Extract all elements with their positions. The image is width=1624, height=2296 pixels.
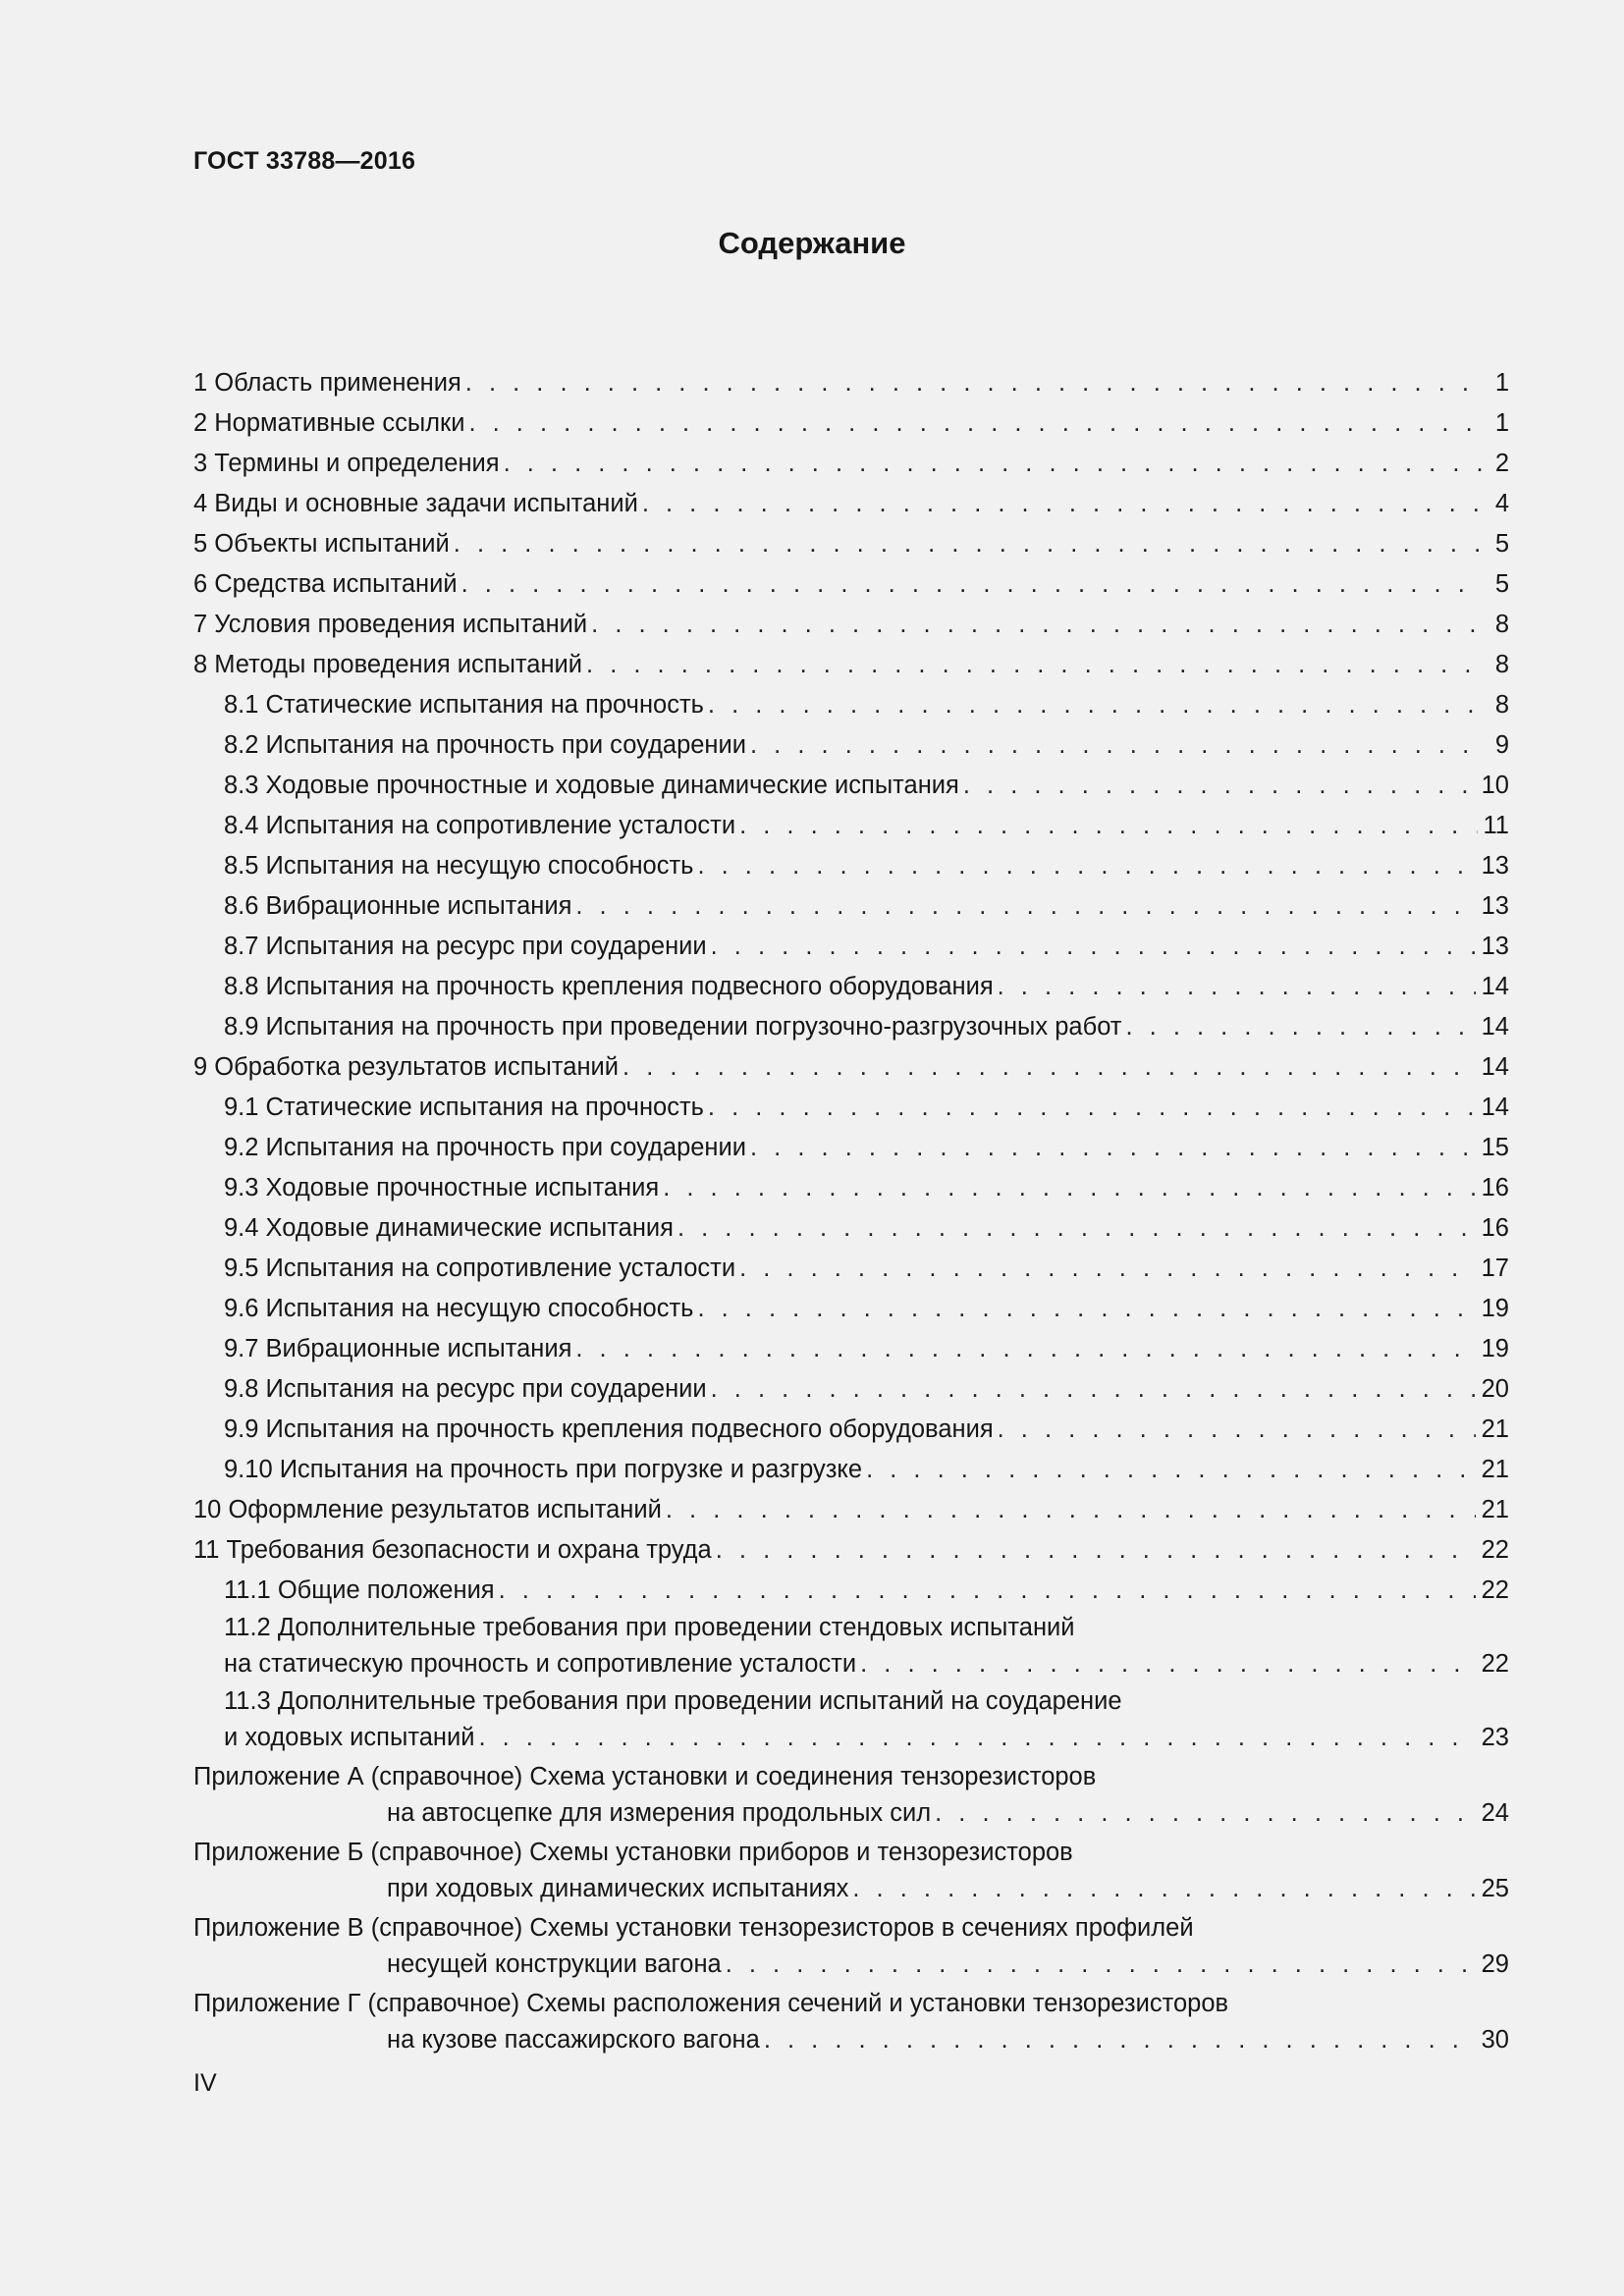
toc-entry-page: 21 (1481, 1496, 1509, 1523)
toc-entry[interactable] (193, 1329, 1509, 1369)
appendix-title-line1: Приложение В (справочное) Схемы установки тензорезисторов в сечениях профилей (193, 1914, 1194, 1942)
toc-entry[interactable] (193, 444, 1509, 484)
toc-entry-page: 23 (1481, 1724, 1509, 1751)
toc-entry-page: 5 (1494, 570, 1509, 598)
toc-entry-page: 14 (1481, 1013, 1509, 1041)
toc-leader-dots (935, 1793, 1475, 1834)
toc-entry-text: 9.4 Ходовые динамические испытания (224, 1214, 674, 1242)
toc-entry[interactable] (193, 927, 1509, 967)
toc-entry-text: 9.10 Испытания на прочность при погрузке и разгрузке (224, 1456, 863, 1483)
toc-entry-multiline[interactable] (193, 1611, 1509, 1684)
toc-entry-text-line1: 11.2 Дополнительные требования при проведении стендовых испытаний (224, 1614, 1075, 1641)
toc-entry-text: 8.1 Статические испытания на прочность (224, 691, 704, 719)
toc-leader-dots (708, 685, 1482, 725)
toc-leader-dots (708, 1088, 1476, 1128)
toc-entry-page: 13 (1481, 933, 1509, 960)
toc-leader-dots (852, 1869, 1475, 1909)
toc-entry-text: 8.4 Испытания на сопротивление усталости (224, 812, 736, 839)
toc-entry-text: 8.2 Испытания на прочность при соударении (224, 731, 747, 759)
toc-leader-dots (739, 1249, 1476, 1289)
toc-entry[interactable] (193, 806, 1509, 846)
toc-entry-page: 8 (1494, 691, 1509, 719)
toc-entry[interactable] (193, 1571, 1509, 1611)
toc-leader-dots (963, 766, 1476, 806)
toc-leader-dots (468, 403, 1482, 444)
toc-leader-dots (663, 1168, 1475, 1208)
toc-entry-text-line2: и ходовых испытаний (224, 1724, 475, 1751)
toc-leader-dots (642, 484, 1482, 524)
toc-entry-text: 3 Термины и определения (193, 450, 500, 477)
toc-entry[interactable] (193, 1249, 1509, 1289)
toc-leader-dots (860, 1644, 1476, 1684)
toc-leader-dots (711, 1369, 1476, 1410)
toc-entry[interactable] (193, 1047, 1509, 1088)
toc-entry-page: 29 (1481, 1950, 1509, 1978)
page-title: Содержание (718, 226, 906, 260)
toc-entry[interactable] (193, 1168, 1509, 1208)
toc-leader-dots (666, 1490, 1476, 1530)
toc-entry-text: 9.6 Испытания на несущую способность (224, 1295, 694, 1322)
toc-entry[interactable] (193, 1530, 1509, 1571)
toc-entry[interactable] (193, 605, 1509, 645)
toc-leader-dots (623, 1047, 1476, 1088)
toc-entry-text-line2: на статическую прочность и сопротивление усталости (224, 1650, 857, 1678)
toc-entry-text: 2 Нормативные ссылки (193, 409, 465, 437)
table-of-contents (193, 363, 1509, 2060)
toc-entry-text: 8.5 Испытания на несущую способность (224, 852, 694, 880)
toc-entry-page: 1 (1494, 409, 1509, 437)
toc-leader-dots (866, 1450, 1476, 1490)
toc-entry-text: 9.2 Испытания на прочность при соударении (224, 1134, 747, 1161)
toc-entry-page: 9 (1494, 731, 1509, 759)
toc-entry[interactable] (193, 363, 1509, 403)
appendix-title-line2: на кузове пассажирского вагона (387, 2026, 760, 2054)
toc-entry-text: 6 Средства испытаний (193, 570, 458, 598)
toc-entry-page: 16 (1481, 1174, 1509, 1201)
toc-entry[interactable] (193, 1289, 1509, 1329)
toc-entry-text: 9.3 Ходовые прочностные испытания (224, 1174, 660, 1201)
toc-entry-page: 8 (1494, 611, 1509, 638)
toc-leader-dots (591, 605, 1482, 645)
toc-entry-text: 9.8 Испытания на ресурс при соударении (224, 1375, 707, 1403)
toc-entry-page: 2 (1494, 450, 1509, 477)
toc-entry-text: 11.1 Общие положения (224, 1576, 495, 1604)
toc-entry-page: 21 (1481, 1456, 1509, 1483)
toc-appendix-entry[interactable] (193, 1760, 1509, 1834)
toc-entry-text: 8.7 Испытания на ресурс при соударении (224, 933, 707, 960)
toc-entry-multiline[interactable] (193, 1684, 1509, 1758)
toc-entry-text: 9.7 Вибрационные испытания (224, 1335, 572, 1362)
toc-entry-page: 25 (1481, 1875, 1509, 1902)
document-code: ГОСТ 33788—2016 (193, 147, 416, 175)
toc-entry-page: 22 (1481, 1650, 1509, 1678)
toc-entry-page: 4 (1494, 490, 1509, 517)
toc-entry[interactable] (193, 846, 1509, 886)
toc-leader-dots (750, 725, 1482, 766)
toc-appendix-entry[interactable] (193, 1911, 1509, 1985)
toc-entry-text: 11 Требования безопасности и охрана труда (193, 1536, 712, 1564)
toc-leader-dots (465, 363, 1482, 403)
toc-leader-dots (677, 1208, 1476, 1249)
appendix-title-line1: Приложение А (справочное) Схема установки и соединения тензорезисторов (193, 1763, 1097, 1790)
toc-leader-dots (1126, 1007, 1476, 1047)
toc-entry-page: 17 (1481, 1255, 1509, 1282)
toc-leader-dots (454, 524, 1482, 564)
toc-entry-page: 13 (1481, 852, 1509, 880)
toc-entry[interactable] (193, 967, 1509, 1007)
toc-entry-page: 8 (1494, 651, 1509, 678)
toc-entry-text: 8.9 Испытания на прочность при проведении погрузочно-разгрузочных работ (224, 1013, 1122, 1041)
toc-leader-dots (478, 1718, 1475, 1758)
toc-entry[interactable] (193, 766, 1509, 806)
toc-entry-page: 22 (1481, 1536, 1509, 1564)
appendix-title-line1: Приложение Г (справочное) Схемы расположения сечений и установки тензорезисторов (193, 1990, 1229, 2017)
toc-entry-page: 30 (1481, 2026, 1509, 2054)
toc-leader-dots (739, 806, 1477, 846)
toc-leader-dots (764, 2020, 1476, 2060)
toc-entry-text-line1: 11.3 Дополнительные требования при проведении испытаний на соударение (224, 1687, 1122, 1715)
toc-leader-dots (998, 1410, 1476, 1450)
toc-entry-text: 9 Обработка результатов испытаний (193, 1053, 620, 1081)
toc-entry-text: 8.8 Испытания на прочность крепления подвесного оборудования (224, 973, 994, 1000)
toc-leader-dots (726, 1945, 1476, 1985)
toc-entry[interactable] (193, 403, 1509, 444)
toc-entry-page: 19 (1481, 1335, 1509, 1362)
toc-entry[interactable] (193, 1410, 1509, 1450)
toc-entry-page: 14 (1481, 1053, 1509, 1081)
toc-leader-dots (750, 1128, 1476, 1168)
toc-entry-page: 5 (1494, 530, 1509, 558)
toc-entry[interactable] (193, 1490, 1509, 1530)
toc-leader-dots (499, 1571, 1476, 1611)
toc-entry[interactable] (193, 1369, 1509, 1410)
toc-entry-page: 16 (1481, 1214, 1509, 1242)
toc-entry-page: 1 (1494, 369, 1509, 397)
toc-leader-dots (998, 967, 1476, 1007)
toc-entry[interactable] (193, 1007, 1509, 1047)
toc-entry[interactable] (193, 886, 1509, 927)
toc-leader-dots (504, 444, 1482, 484)
toc-entry-text: 8.3 Ходовые прочностные и ходовые динамические испытания (224, 772, 959, 799)
toc-entry-page: 13 (1481, 892, 1509, 920)
toc-appendix-entry[interactable] (193, 1987, 1509, 2060)
appendix-title-line1: Приложение Б (справочное) Схемы установки приборов и тензорезисторов (193, 1839, 1073, 1866)
toc-entry[interactable] (193, 484, 1509, 524)
page-number: IV (193, 2069, 217, 2097)
toc-entry-text: 9.9 Испытания на прочность крепления подвесного оборудования (224, 1415, 994, 1443)
toc-entry-text: 9.1 Статические испытания на прочность (224, 1094, 704, 1121)
toc-entry-page: 24 (1481, 1799, 1509, 1827)
toc-appendix-entry[interactable] (193, 1836, 1509, 1909)
toc-entry-page: 11 (1483, 812, 1509, 839)
toc-entry-page: 19 (1481, 1295, 1509, 1322)
toc-entry-page: 14 (1481, 1094, 1509, 1121)
toc-entry-page: 14 (1481, 973, 1509, 1000)
toc-leader-dots (716, 1530, 1476, 1571)
toc-leader-dots (697, 1289, 1475, 1329)
toc-entry-text: 8 Методы проведения испытаний (193, 651, 583, 678)
toc-entry[interactable] (193, 645, 1509, 685)
toc-entry-text: 10 Оформление результатов испытаний (193, 1496, 662, 1523)
toc-leader-dots (461, 564, 1482, 605)
toc-entry[interactable] (193, 564, 1509, 605)
toc-entry[interactable] (193, 1208, 1509, 1249)
appendix-title-line2: несущей конструкции вагона (387, 1950, 722, 1978)
toc-entry-page: 15 (1481, 1134, 1509, 1161)
appendix-title-line2: на автосцепке для измерения продольных сил (387, 1799, 932, 1827)
appendix-title-line2: при ходовых динамических испытаниях (387, 1875, 849, 1902)
toc-entry-page: 21 (1481, 1415, 1509, 1443)
toc-entry[interactable] (193, 1128, 1509, 1168)
toc-entry[interactable] (193, 1088, 1509, 1128)
toc-leader-dots (575, 886, 1475, 927)
toc-entry-text: 4 Виды и основные задачи испытаний (193, 490, 638, 517)
toc-leader-dots (586, 645, 1482, 685)
toc-entry[interactable] (193, 1450, 1509, 1490)
toc-leader-dots (575, 1329, 1475, 1369)
toc-entry-page: 20 (1481, 1375, 1509, 1403)
toc-entry-text: 5 Объекты испытаний (193, 530, 450, 558)
toc-leader-dots (697, 846, 1475, 886)
toc-entry[interactable] (193, 524, 1509, 564)
toc-entry-text: 7 Условия проведения испытаний (193, 611, 588, 638)
toc-entry-page: 22 (1481, 1576, 1509, 1604)
toc-entry-text: 8.6 Вибрационные испытания (224, 892, 572, 920)
toc-leader-dots (711, 927, 1476, 967)
toc-entry[interactable] (193, 725, 1509, 766)
toc-entry[interactable] (193, 685, 1509, 725)
toc-entries (193, 363, 1509, 1611)
toc-entry-page: 10 (1481, 772, 1509, 799)
toc-entry-text: 1 Область применения (193, 369, 461, 397)
toc-entry-text: 9.5 Испытания на сопротивление усталости (224, 1255, 736, 1282)
